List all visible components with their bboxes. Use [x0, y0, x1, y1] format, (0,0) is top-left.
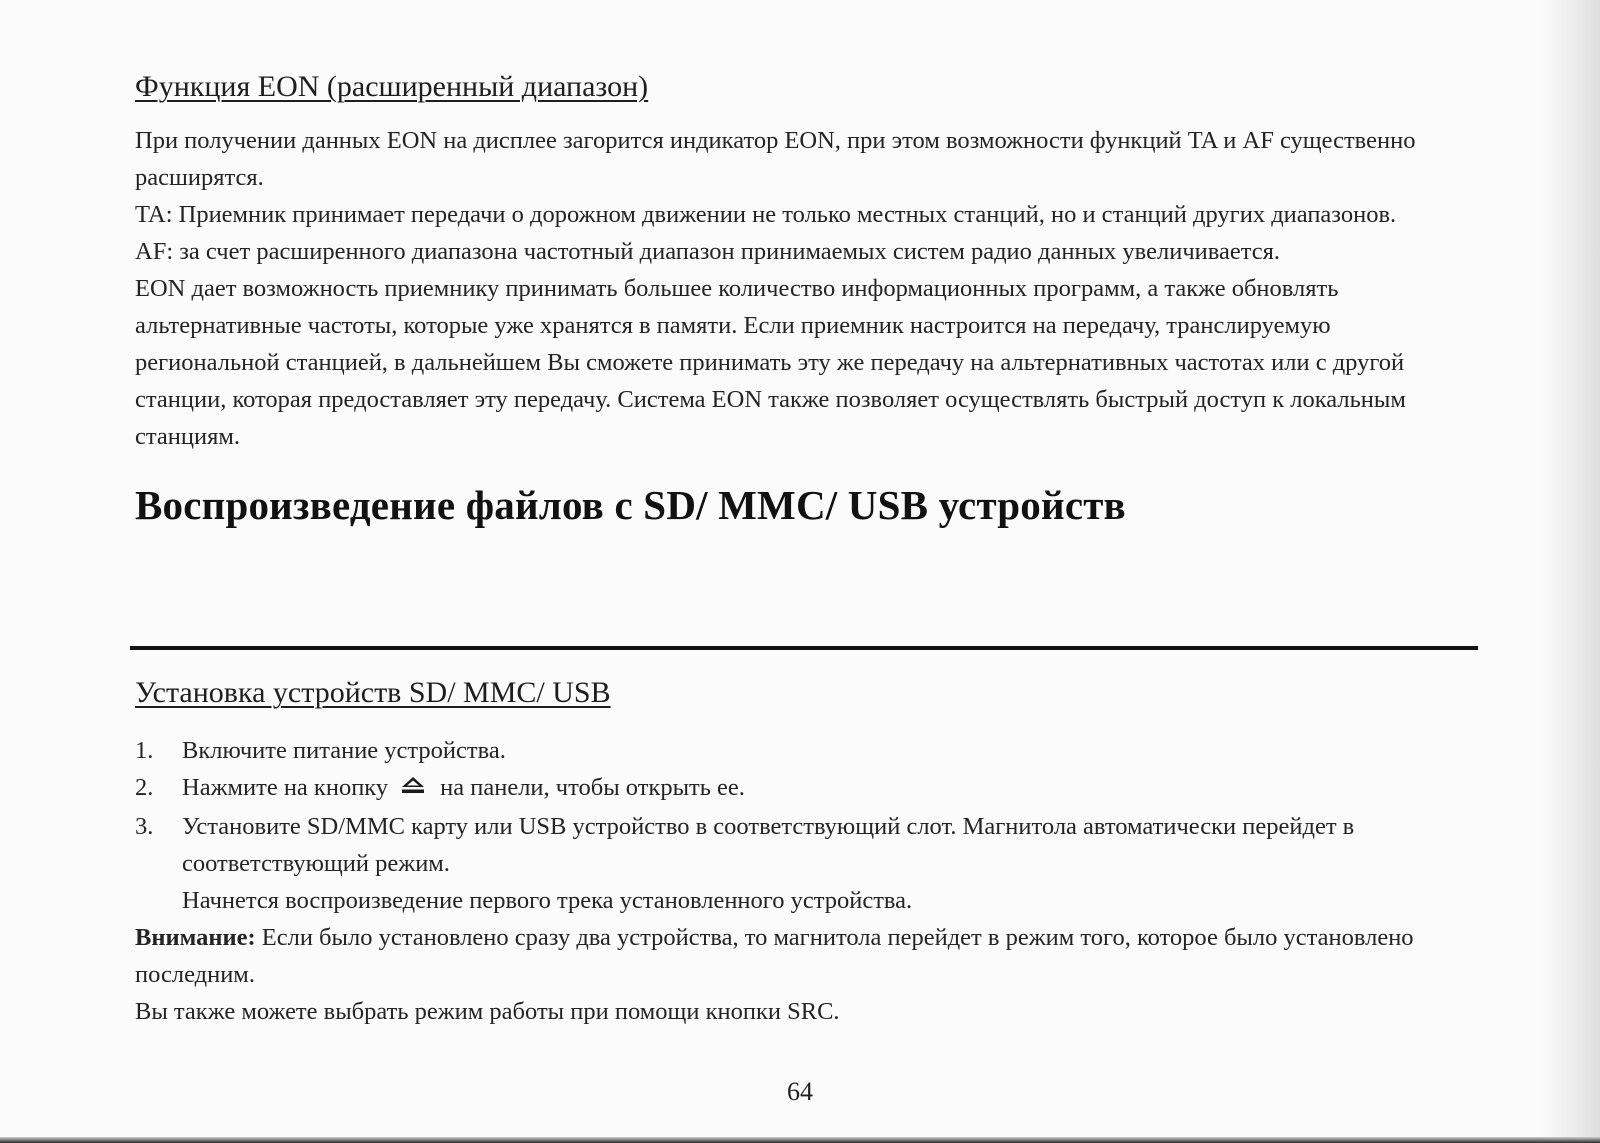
list-item	[135, 769, 1475, 808]
ta-paragraph: TA: Приемник принимает передачи о дорожном движении не только местных станций, но и станций других диапазонов.	[135, 201, 1397, 228]
step-text-after-icon: на панели, чтобы открыть ее.	[440, 774, 745, 801]
list-item	[135, 808, 1475, 882]
attention-label: Внимание:	[135, 923, 256, 951]
install-steps-list	[135, 732, 1475, 882]
install-devices-heading: Установка устройств SD/ MMC/ USB	[135, 676, 611, 709]
step-text: Установите SD/MMC карту или USB устройство в соответствующий слот. Магнитола автоматически перейдет в соответствующий режим.	[182, 812, 1355, 877]
page-content	[135, 70, 1475, 529]
af-paragraph: AF: за счет расширенного диапазона частотный диапазон принимаемых систем радио данных увеличивается.	[135, 238, 1281, 265]
step-number: 3.	[135, 812, 154, 840]
install-section	[135, 660, 1475, 1030]
step-text	[182, 769, 1475, 808]
playback-start-text: Начнется воспроизведение первого трека установленного устройства.	[182, 886, 913, 914]
list-item	[135, 732, 1475, 769]
section-divider	[130, 646, 1478, 650]
eon-function-heading: Функция EON (расширенный диапазон)	[135, 70, 649, 103]
page-number: 64	[787, 1077, 813, 1106]
step-number: 2.	[135, 774, 154, 801]
step-text: Включите питание устройства.	[182, 737, 506, 764]
eon-intro-paragraph: При получении данных EON на дисплее загорится индикатор EON, при этом возможности функций TA и AF существенно расширятся.	[135, 127, 1416, 191]
step-number: 1.	[135, 737, 154, 764]
page-edge-shadow	[1540, 0, 1600, 1143]
attention-text: Если было установлено сразу два устройства, то магнитола перейдет в режим того, которое было установлено последним.	[135, 923, 1414, 988]
attention-note	[135, 919, 1475, 993]
step-text-before-icon: Нажмите на кнопку	[182, 774, 389, 801]
src-button-note: Вы также можете выбрать режим работы при помощи кнопки SRC.	[135, 997, 840, 1025]
page-bottom-edge	[0, 1137, 1600, 1143]
eject-icon	[400, 768, 426, 805]
playback-section-title: Воспроизведение файлов с SD/ MMC/ USB устройств	[135, 482, 1126, 528]
eon-details-paragraph: EON дает возможность приемнику принимать большее количество информационных программ, а также обновлять альтернативные частоты, которые уже хранятся в памяти. Если приемник настроится на передачу, транслируемую региональной станцией, в дальнейшем Вы сможете принимать эту же передачу на альтернативных частотах или с другой станции, которая предоставляет эту передачу. Система EON также позволяет осуществлять быстрый доступ к локальным станциям.	[135, 275, 1406, 450]
